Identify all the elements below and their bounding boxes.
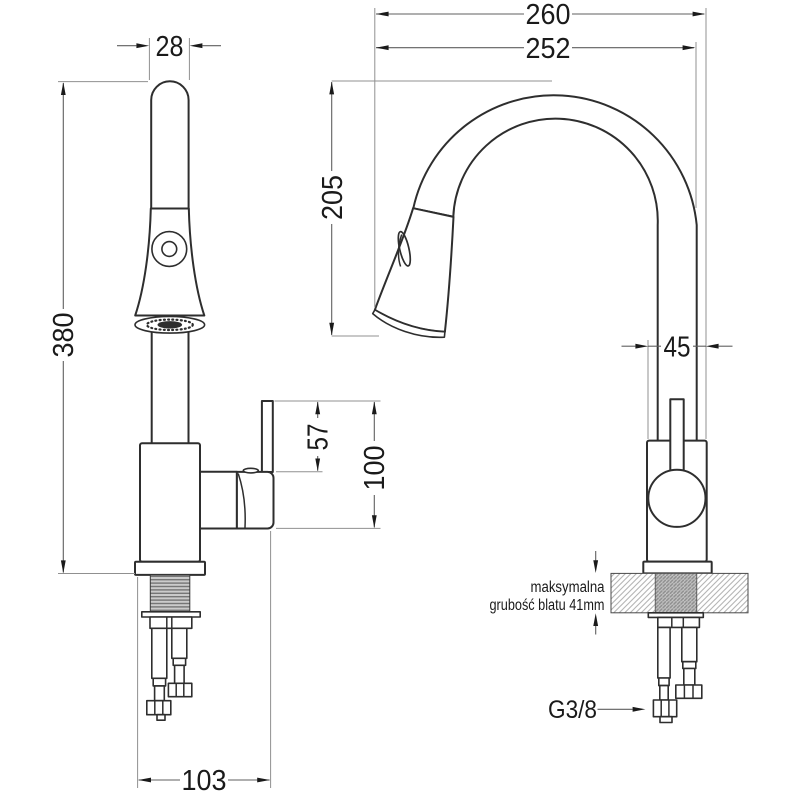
front-neck <box>200 472 237 529</box>
front-hose-right <box>168 628 191 696</box>
countertop-note-line1: maksymalna <box>530 578 605 596</box>
front-base-plate <box>135 562 205 575</box>
dimension-base-width <box>138 765 270 797</box>
dim-label-spout-height: 205 <box>316 171 349 220</box>
dimension-countertop-thickness <box>490 551 605 635</box>
hose-nut <box>168 683 191 696</box>
side-view <box>373 95 748 722</box>
dim-label-handle-section-height: 100 <box>359 442 392 491</box>
side-hose-left <box>653 627 676 722</box>
dimension-thread-size <box>548 696 645 724</box>
dimension-spout-width <box>117 31 221 63</box>
front-lower-tube <box>152 330 189 445</box>
dimension-handle-section-height <box>359 402 391 529</box>
dimension-body-width <box>622 331 733 363</box>
hose-nut <box>676 685 702 698</box>
side-mounting-nut <box>658 617 700 627</box>
front-mounting-nut <box>150 617 192 628</box>
front-threaded-shank <box>150 575 190 612</box>
dim-label-lever-height: 57 <box>302 418 335 451</box>
front-handle-lever <box>262 401 273 472</box>
dim-label-base-width: 103 <box>181 765 227 798</box>
side-handle-lever <box>670 399 683 474</box>
dimension-total-height <box>48 82 80 573</box>
spray-face-center <box>158 321 183 328</box>
dim-label-overall-depth: 260 <box>525 0 571 32</box>
countertop-shank-section <box>655 573 697 612</box>
dim-label-body-width: 45 <box>663 331 691 364</box>
side-spray-head <box>375 208 454 332</box>
front-handle-housing <box>237 472 274 529</box>
dimension-overall-depth <box>376 0 706 31</box>
dim-label-total-height: 380 <box>48 309 81 358</box>
front-spout-tube <box>151 81 188 211</box>
front-handle-pin <box>243 468 258 473</box>
front-hose-left <box>147 628 171 720</box>
dimension-spout-reach <box>376 33 696 65</box>
side-hose-right <box>676 627 702 698</box>
dimension-spout-height <box>317 82 349 336</box>
spray-button-inner <box>162 242 177 257</box>
hose-nut <box>653 700 676 717</box>
side-gooseneck <box>413 95 696 441</box>
side-base-plate <box>643 562 711 574</box>
front-body <box>140 443 200 561</box>
front-view <box>135 81 274 720</box>
hose-nut <box>147 701 171 715</box>
dim-label-thread-size: G3/8 <box>548 695 597 724</box>
dim-label-spout-width: 28 <box>155 30 184 63</box>
dimension-lever-height <box>303 402 335 472</box>
dim-label-spout-reach: 252 <box>525 32 571 65</box>
side-handle-ball <box>648 470 705 527</box>
countertop-note-line2: grubość blatu 41mm <box>489 596 605 614</box>
